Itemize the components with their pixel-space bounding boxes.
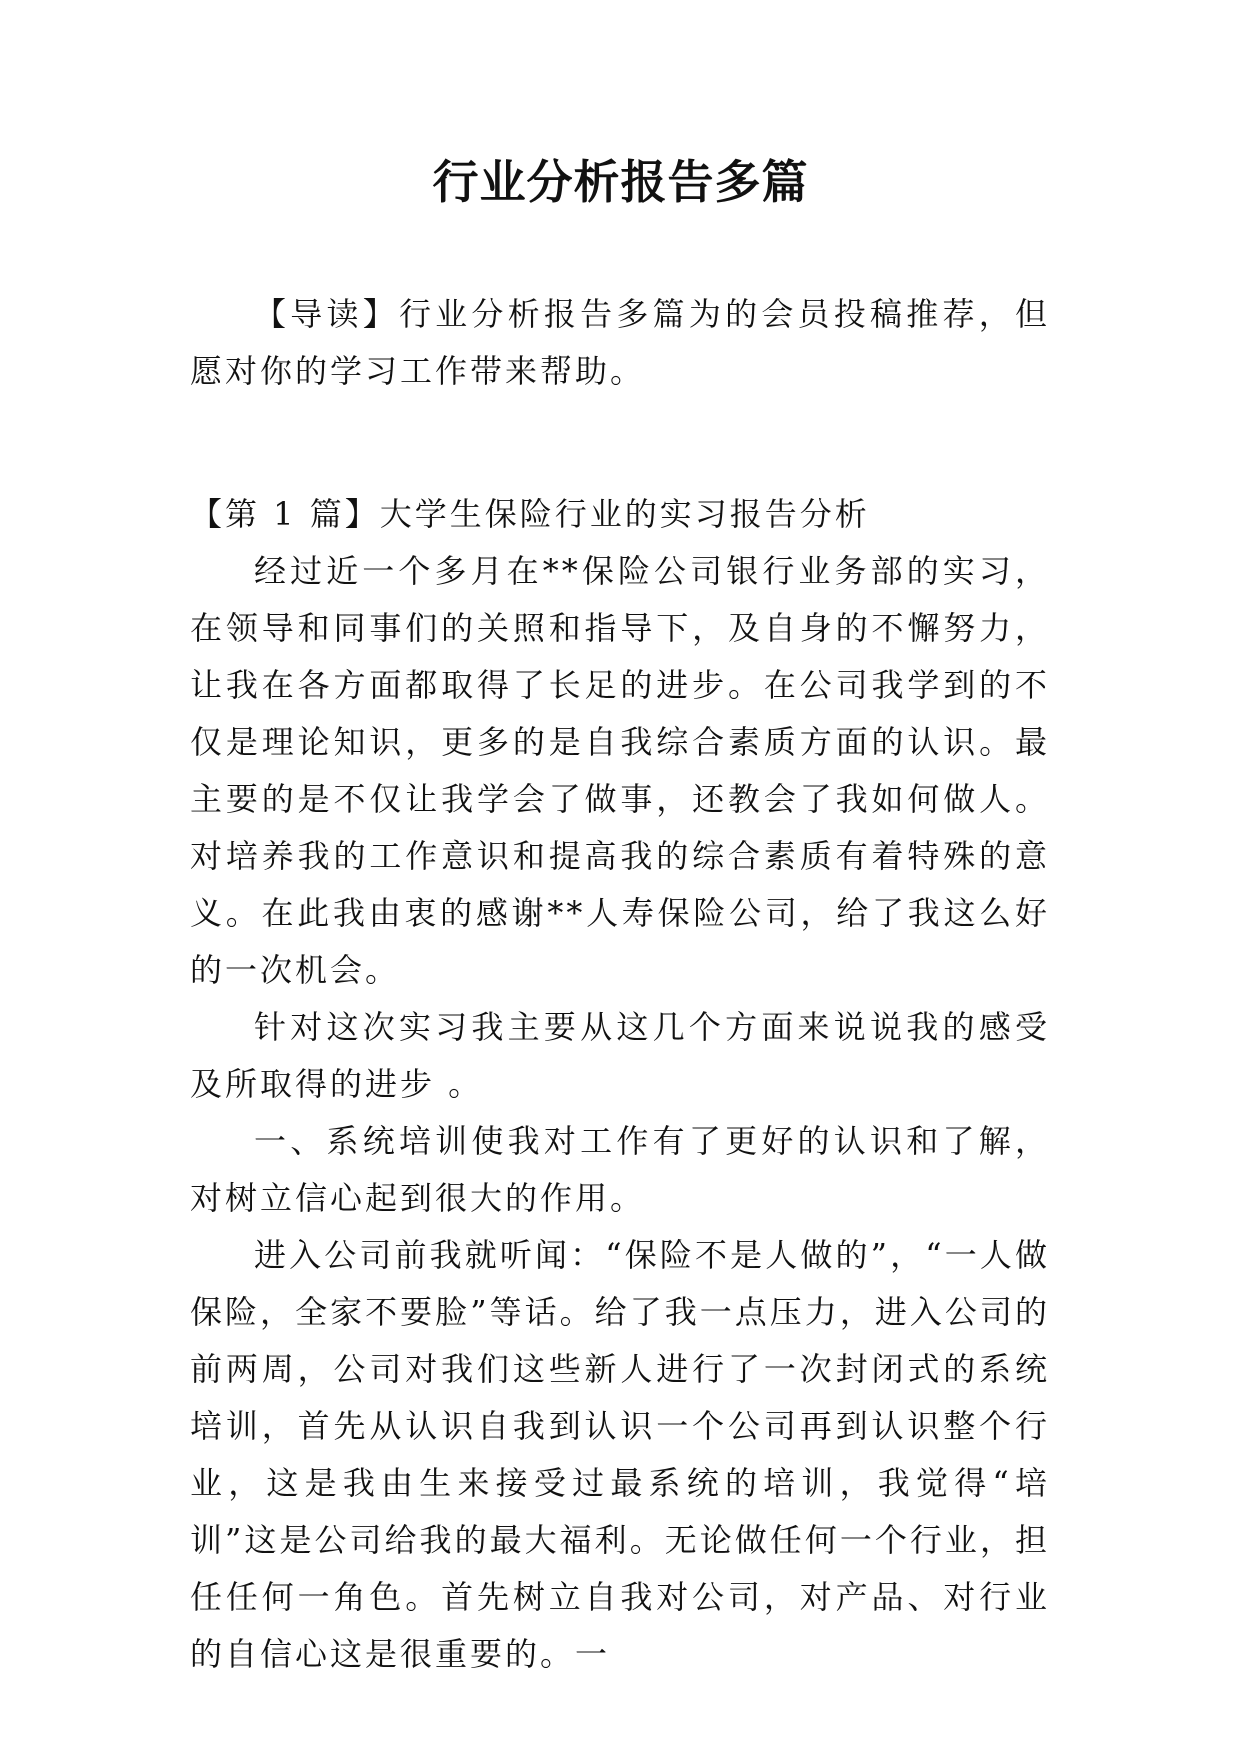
body-paragraph: 针对这次实习我主要从这几个方面来说说我的感受及所取得的进步 。: [190, 1008, 1050, 1103]
lead-paragraph: 【导读】行业分析报告多篇为的会员投稿推荐，但愿对你的学习工作带来帮助。: [190, 295, 1050, 390]
body-paragraph: 经过近一个多月在**保险公司银行业务部的实习，在领导和同事们的关照和指导下，及自身的不懈努力，让我在各方面都取得了长足的进步。在公司我学到的不仅是理论知识，更多的是自我综合素质方面的认识。最主要的是不仅让我学会了做事，还教会了我如何做人。对培养我的工作意识和提高我的综合素质有着特殊的意义。在此我由衷的感谢**人寿保险公司，给了我这么好的一次机会。: [190, 552, 1050, 989]
document-body: [190, 286, 1050, 1683]
section-gap: [190, 400, 1050, 486]
section-heading: 【第 1 篇】大学生保险行业的实习报告分析: [190, 495, 870, 533]
body-paragraph: 一、系统培训使我对工作有了更好的认识和了解，对树立信心起到很大的作用。: [190, 1122, 1050, 1217]
body-paragraph: 进入公司前我就听闻：“保险不是人做的”，“一人做保险，全家不要脸”等话。给了我一点压力，进入公司的前两周，公司对我们这些新人进行了一次封闭式的系统培训，首先从认识自我到认识一个公司再到认识整个行业，这是我由生来接受过最系统的培训，我觉得“培训”这是公司给我的最大福利。无论做任何一个行业，担任任何一角色。首先树立自我对公司，对产品、对行业的自信心这是很重要的。一: [190, 1236, 1050, 1673]
document-title: 行业分析报告多篇: [432, 155, 809, 209]
